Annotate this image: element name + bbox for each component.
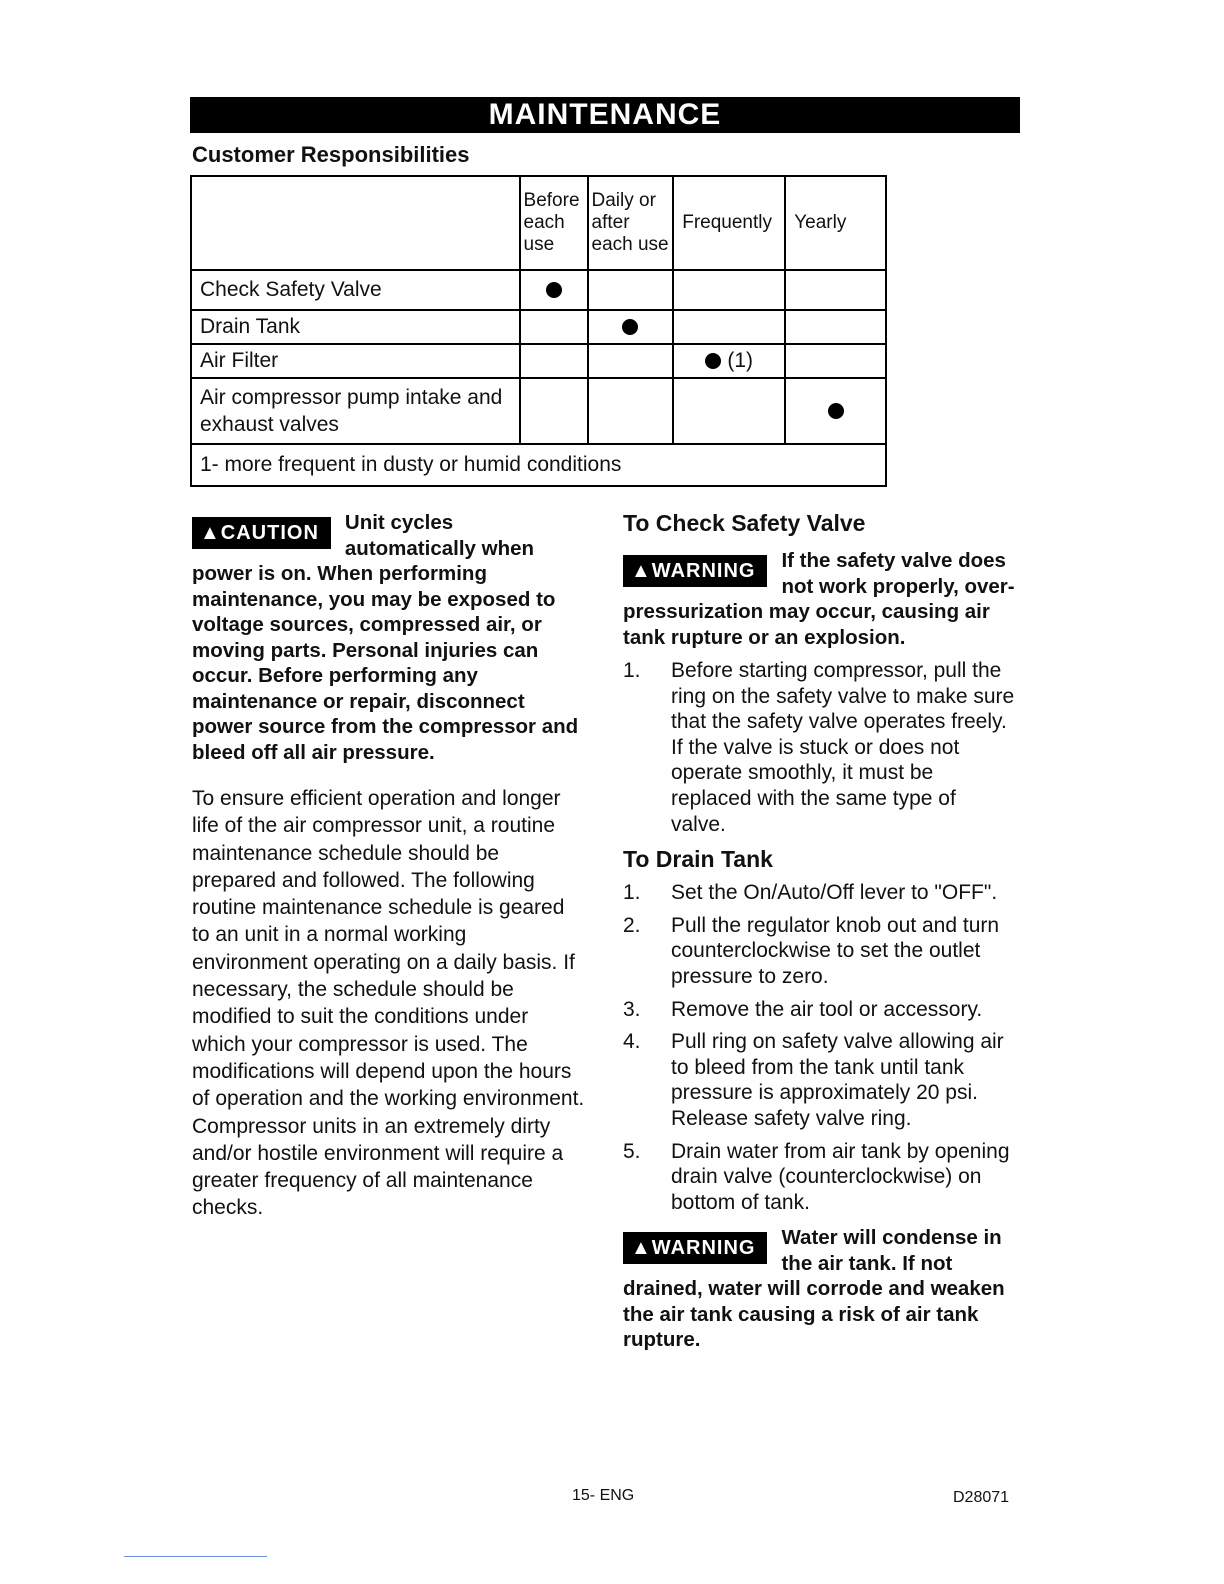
caution-text: Unit cycles automatically when power is on. When performing maintenance, you may be exposed to voltage sources, compressed air, or moving parts. Personal injuries can occur. Before performing any maintenance or repair, disconnect power source from the compressor and bleed off all air pressure.: [192, 511, 579, 764]
warning-badge: ▲WARNING: [623, 1232, 767, 1264]
step-text: Set the On/Auto/Off lever to "OFF".: [671, 881, 998, 905]
mark-cell: [785, 270, 886, 310]
page-number: 15- ENG: [572, 1487, 635, 1504]
caution-block: [192, 510, 587, 765]
document-code: D28071: [953, 1489, 1010, 1506]
mark-cell: [520, 344, 588, 378]
header-daily-after-each-use: Daily or after each use: [588, 176, 674, 270]
task-cell: Air Filter: [191, 344, 520, 378]
step-number: 5.: [623, 1139, 641, 1163]
mark-cell: [673, 344, 785, 378]
drain-tank-steps: [623, 880, 1015, 1215]
drain-tank-heading: To Drain Tank: [623, 846, 773, 873]
table-row: [191, 378, 886, 444]
mark-cell: [785, 310, 886, 344]
table-row: [191, 310, 886, 344]
drain-tank-warning: [623, 1225, 1015, 1353]
schedule-dot-icon: [828, 403, 844, 419]
list-item: [623, 880, 1015, 906]
list-item: [623, 997, 1015, 1023]
mark-cell: [520, 378, 588, 444]
step-text: Pull the regulator knob out and turn counterclockwise to set the outlet pressure to zero.: [671, 913, 1000, 988]
schedule-dot-icon: [622, 319, 638, 335]
mark-cell: [673, 310, 785, 344]
table-header-row: [191, 176, 886, 270]
header-cell-blank: [191, 176, 520, 270]
header-yearly: Yearly: [785, 176, 886, 270]
list-item: [623, 913, 1015, 990]
task-cell: Check Safety Valve: [191, 270, 520, 310]
drain-tank-warning-text: Water will condense in the air tank. If not drained, water will corrode and weaken the air tank causing a risk of air tank rupture.: [623, 1226, 1005, 1352]
table-row: [191, 270, 886, 310]
step-number: 2.: [623, 913, 641, 937]
mark-cell: [520, 270, 588, 310]
mark-cell: [785, 378, 886, 444]
mark-cell: [520, 310, 588, 344]
maintenance-schedule-table: [190, 175, 887, 487]
header-frequently: Frequently: [673, 176, 785, 270]
caution-badge: ▲CAUTION: [192, 517, 331, 549]
schedule-dot-icon: [546, 282, 562, 298]
list-item: [623, 1029, 1015, 1131]
left-column: [192, 510, 587, 1222]
step-text: Remove the air tool or accessory.: [671, 997, 983, 1021]
task-cell: Air compressor pump intake and exhaust valves: [191, 378, 520, 444]
warning-badge: ▲WARNING: [623, 555, 767, 587]
right-column: [623, 508, 1015, 1353]
list-item: [623, 658, 1015, 837]
mark-cell: [785, 344, 886, 378]
table-row: [191, 344, 886, 378]
mark-cell: [588, 270, 674, 310]
mark-cell: [673, 378, 785, 444]
safety-valve-heading: To Check Safety Valve: [623, 510, 866, 536]
step-text: Before starting compressor, pull the ring on the safety valve to make sure that the safety valve operates freely. If the valve is stuck or does not operate smoothly, it must be replaced with the same type of valve.: [671, 659, 1015, 836]
step-number: 3.: [623, 997, 641, 1021]
mark-cell: [588, 344, 674, 378]
section-title: Customer Responsibilities: [192, 142, 470, 167]
intro-paragraph: To ensure efficient operation and longer life of the air compressor unit, a routine maintenance schedule should be prepared and followed. The following routine maintenance schedule is geared to an unit in a normal working environment operating on a daily basis. If necessary, the schedule should be modified to suit the conditions under which your compressor is used. The modifications will depend upon the hours of operation and the working environment. Compressor units in an extremely dirty and/or hostile environment will require a greater frequency of all maintenance checks.: [192, 787, 585, 1220]
safety-valve-warning: [623, 548, 1015, 650]
step-number: 4.: [623, 1030, 641, 1054]
mark-cell: [673, 270, 785, 310]
step-number: 1.: [623, 881, 641, 905]
step-number: 1.: [623, 659, 641, 682]
table-footnote: 1- more frequent in dusty or humid conditions: [191, 444, 886, 486]
header-before-each-use: Before each use: [520, 176, 588, 270]
mark-cell: [588, 378, 674, 444]
page-title-banner: MAINTENANCE: [190, 97, 1020, 133]
task-cell: Drain Tank: [191, 310, 520, 344]
mark-cell: [588, 310, 674, 344]
schedule-dot-icon: [705, 353, 721, 369]
safety-valve-warning-text: If the safety valve does not work properly, over-pressurization may occur, causing air tank rupture or an explosion.: [623, 549, 1015, 649]
list-item: [623, 1139, 1015, 1216]
bottom-rule: [124, 1556, 267, 1557]
step-text: Pull ring on safety valve allowing air to bleed from the tank until tank pressure is approximately 20 psi. Release safety valve ring.: [671, 1030, 1004, 1130]
table-footnote-row: [191, 444, 886, 486]
safety-valve-steps: [623, 658, 1015, 837]
footnote-reference: (1): [727, 349, 754, 373]
step-text: Drain water from air tank by opening drain valve (counterclockwise) on bottom of tank.: [671, 1139, 1010, 1214]
